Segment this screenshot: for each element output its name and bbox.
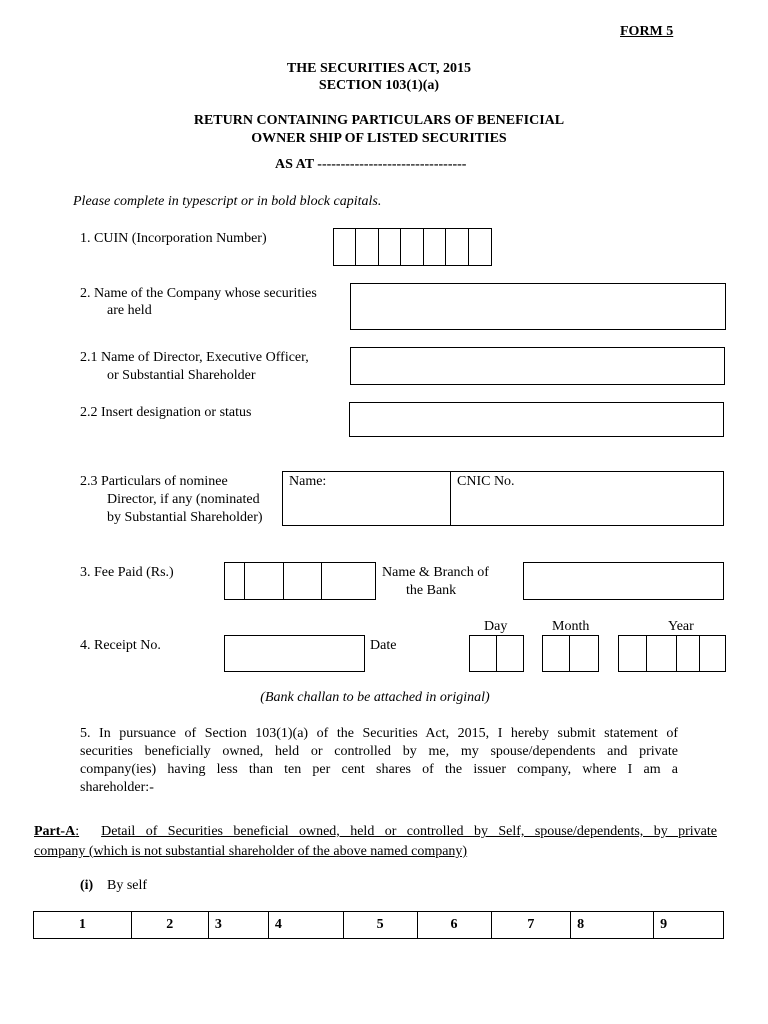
year-digit-box[interactable] bbox=[677, 636, 700, 671]
part-a-label: Part-A bbox=[34, 824, 76, 839]
day-label: Day bbox=[484, 619, 508, 634]
director-label-line2: or Substantial Shareholder bbox=[107, 368, 256, 383]
director-name-input[interactable] bbox=[350, 347, 725, 385]
director-label-line1: 2.1 Name of Director, Executive Officer, bbox=[80, 350, 309, 365]
part-a-section bbox=[34, 822, 717, 862]
column-header: 3 bbox=[208, 912, 268, 939]
designation-input[interactable] bbox=[349, 402, 724, 437]
company-label-line1: 2. Name of the Company whose securities bbox=[80, 286, 317, 301]
month-digit-box[interactable] bbox=[570, 636, 598, 671]
part-a-text-line1: Detail of Securities beneficial owned, held or controlled by Self, spouse/dependents, by private bbox=[101, 824, 717, 839]
column-header: 9 bbox=[654, 912, 724, 939]
cuin-digit-box[interactable] bbox=[469, 229, 491, 265]
by-self-number: (i) bbox=[80, 878, 94, 893]
statement-line1: 5. In pursuance of Section 103(1)(a) of the Securities Act, 2015, I hereby submit statement of bbox=[80, 726, 678, 741]
nominee-name-input[interactable] bbox=[282, 471, 451, 526]
part-a-text-line2: company (which is not substantial shareholder of the above named company) bbox=[34, 844, 468, 859]
return-title-line2: OWNER SHIP OF LISTED SECURITIES bbox=[251, 131, 507, 146]
cuin-digit-box[interactable] bbox=[401, 229, 423, 265]
cuin-input[interactable] bbox=[333, 228, 492, 266]
nominee-label-line3: by Substantial Shareholder) bbox=[107, 510, 263, 525]
return-title-line1: RETURN CONTAINING PARTICULARS OF BENEFICIAL bbox=[193, 113, 565, 128]
day-digit-box[interactable] bbox=[497, 636, 523, 671]
bank-name-input[interactable] bbox=[523, 562, 724, 600]
fee-digit-box[interactable] bbox=[245, 563, 284, 599]
cuin-digit-box[interactable] bbox=[379, 229, 401, 265]
challan-note: (Bank challan to be attached in original) bbox=[260, 690, 490, 705]
year-digit-box[interactable] bbox=[619, 636, 647, 671]
year-input[interactable] bbox=[618, 635, 726, 672]
year-digit-box[interactable] bbox=[700, 636, 726, 671]
part-a-colon: : bbox=[75, 824, 80, 839]
column-header: 5 bbox=[343, 912, 417, 939]
fee-digit-box[interactable] bbox=[284, 563, 322, 599]
statement-line3: company(ies) having less than ten per cent shares of the issuer company, where I am a bbox=[80, 762, 678, 777]
cuin-label: 1. CUIN (Incorporation Number) bbox=[80, 231, 267, 246]
date-label: Date bbox=[370, 638, 397, 653]
cuin-digit-box[interactable] bbox=[356, 229, 378, 265]
section-title: SECTION 103(1)(a) bbox=[318, 78, 440, 93]
statement-line2: securities beneficially owned, held or controlled by me, my spouse/dependents and private bbox=[80, 744, 678, 759]
bank-label-line2: the Bank bbox=[406, 583, 457, 598]
month-input[interactable] bbox=[542, 635, 599, 672]
table-header-row bbox=[34, 912, 724, 939]
securities-table-header bbox=[33, 911, 724, 939]
nominee-label-line1: 2.3 Particulars of nominee bbox=[80, 474, 228, 489]
statement-line4: shareholder:- bbox=[80, 780, 154, 795]
column-header: 2 bbox=[131, 912, 208, 939]
as-at-line: AS AT -------------------------------- bbox=[275, 157, 467, 172]
fee-input[interactable] bbox=[224, 562, 376, 600]
nominee-cnic-input[interactable] bbox=[450, 471, 724, 526]
year-label: Year bbox=[668, 619, 694, 634]
column-header: 4 bbox=[268, 912, 343, 939]
month-digit-box[interactable] bbox=[543, 636, 570, 671]
column-header: 1 bbox=[34, 912, 132, 939]
cuin-digit-box[interactable] bbox=[446, 229, 468, 265]
statement-paragraph bbox=[80, 725, 678, 797]
column-header: 6 bbox=[417, 912, 491, 939]
part-a-line1 bbox=[34, 822, 717, 842]
receipt-number-input[interactable] bbox=[224, 635, 365, 672]
fee-digit-box[interactable] bbox=[322, 563, 375, 599]
fee-label: 3. Fee Paid (Rs.) bbox=[80, 565, 174, 580]
act-title: THE SECURITIES ACT, 2015 bbox=[286, 61, 472, 76]
nominee-label-line2: Director, if any (nominated bbox=[107, 492, 260, 507]
bank-label-line1: Name & Branch of bbox=[382, 565, 489, 580]
receipt-label: 4. Receipt No. bbox=[80, 638, 161, 653]
cuin-digit-box[interactable] bbox=[334, 229, 356, 265]
column-header: 8 bbox=[571, 912, 654, 939]
year-digit-box[interactable] bbox=[647, 636, 676, 671]
day-digit-box[interactable] bbox=[470, 636, 497, 671]
nominee-cnic-label: CNIC No. bbox=[457, 474, 515, 489]
fee-digit-box[interactable] bbox=[225, 563, 245, 599]
form-number: FORM 5 bbox=[620, 24, 674, 39]
nominee-name-label: Name: bbox=[289, 474, 327, 489]
instruction-text: Please complete in typescript or in bold block capitals. bbox=[73, 194, 382, 209]
company-label-line2: are held bbox=[107, 303, 152, 318]
column-header: 7 bbox=[491, 912, 571, 939]
company-name-input[interactable] bbox=[350, 283, 726, 330]
cuin-digit-box[interactable] bbox=[424, 229, 446, 265]
month-label: Month bbox=[552, 619, 590, 634]
designation-label: 2.2 Insert designation or status bbox=[80, 405, 252, 420]
by-self-label: By self bbox=[107, 878, 148, 893]
day-input[interactable] bbox=[469, 635, 524, 672]
